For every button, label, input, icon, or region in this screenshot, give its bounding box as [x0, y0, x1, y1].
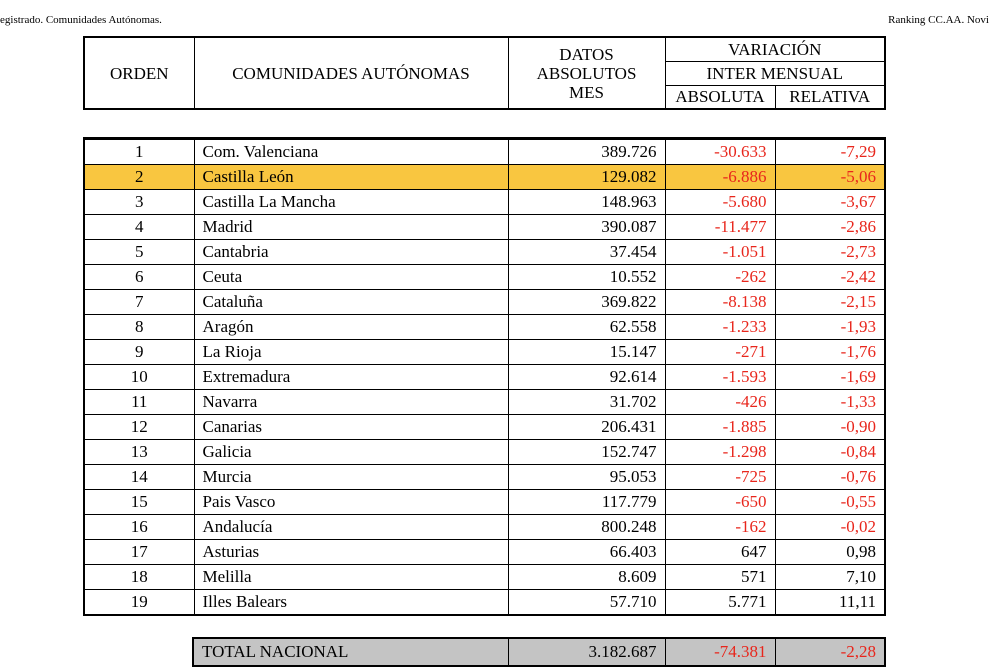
cell-orden: 14	[84, 465, 194, 490]
header-datos-line3: MES	[569, 82, 604, 102]
cell-comunidad: Cataluña	[194, 290, 508, 315]
cell-variacion-absoluta: -6.886	[665, 165, 775, 190]
cell-comunidad: Extremadura	[194, 365, 508, 390]
header-datos-line2: ABSOLUTOS	[536, 63, 637, 83]
cell-comunidad: Castilla León	[194, 165, 508, 190]
page-header-left: egistrado. Comunidades Autónomas.	[0, 14, 162, 26]
cell-orden: 5	[84, 240, 194, 265]
cell-variacion-relativa: -0,55	[775, 490, 885, 515]
table-row	[84, 365, 885, 390]
cell-comunidad: Madrid	[194, 215, 508, 240]
cell-datos: 152.747	[508, 440, 665, 465]
cell-datos: 37.454	[508, 240, 665, 265]
table-row	[84, 290, 885, 315]
table-row	[84, 415, 885, 440]
cell-comunidad: La Rioja	[194, 340, 508, 365]
cell-datos: 66.403	[508, 540, 665, 565]
cell-comunidad: Castilla La Mancha	[194, 190, 508, 215]
cell-variacion-absoluta: 571	[665, 565, 775, 590]
cell-variacion-absoluta: -30.633	[665, 139, 775, 165]
cell-variacion-relativa: 11,11	[775, 590, 885, 616]
table-row	[84, 515, 885, 540]
cell-variacion-relativa: -1,69	[775, 365, 885, 390]
table-header	[83, 36, 886, 110]
cell-variacion-relativa: -2,42	[775, 265, 885, 290]
cell-datos: 117.779	[508, 490, 665, 515]
cell-variacion-absoluta: 5.771	[665, 590, 775, 616]
cell-comunidad: Andalucía	[194, 515, 508, 540]
header-relativa: RELATIVA	[775, 85, 885, 109]
cell-datos: 800.248	[508, 515, 665, 540]
cell-orden: 4	[84, 215, 194, 240]
cell-variacion-relativa: -0,84	[775, 440, 885, 465]
cell-variacion-relativa: -7,29	[775, 139, 885, 165]
ranking-rows	[84, 139, 885, 616]
header-orden: ORDEN	[84, 37, 194, 109]
cell-datos: 62.558	[508, 315, 665, 340]
cell-variacion-relativa: -2,86	[775, 215, 885, 240]
cell-datos: 10.552	[508, 265, 665, 290]
cell-comunidad: Canarias	[194, 415, 508, 440]
cell-orden: 11	[84, 390, 194, 415]
table-row	[84, 240, 885, 265]
header-variacion: VARIACIÓN	[665, 37, 885, 61]
cell-variacion-relativa: -2,15	[775, 290, 885, 315]
cell-datos: 57.710	[508, 590, 665, 616]
cell-comunidad: Navarra	[194, 390, 508, 415]
cell-comunidad: Cantabria	[194, 240, 508, 265]
cell-variacion-absoluta: -426	[665, 390, 775, 415]
cell-orden: 8	[84, 315, 194, 340]
table-row	[84, 165, 885, 190]
table-row	[84, 340, 885, 365]
header-datos	[508, 37, 665, 109]
header-comunidades: COMUNIDADES AUTÓNOMAS	[194, 37, 508, 109]
cell-comunidad: Melilla	[194, 565, 508, 590]
cell-orden: 10	[84, 365, 194, 390]
cell-orden: 2	[84, 165, 194, 190]
cell-orden: 17	[84, 540, 194, 565]
table-row	[84, 390, 885, 415]
cell-variacion-relativa: -3,67	[775, 190, 885, 215]
total-label: TOTAL NACIONAL	[193, 638, 508, 666]
cell-variacion-absoluta: -262	[665, 265, 775, 290]
cell-variacion-absoluta: -1.233	[665, 315, 775, 340]
cell-variacion-absoluta: -1.051	[665, 240, 775, 265]
cell-datos: 206.431	[508, 415, 665, 440]
cell-variacion-relativa: -0,02	[775, 515, 885, 540]
table-row	[84, 490, 885, 515]
table-row	[84, 590, 885, 616]
header-inter-mensual: INTER MENSUAL	[665, 61, 885, 85]
cell-datos: 390.087	[508, 215, 665, 240]
cell-variacion-absoluta: -11.477	[665, 215, 775, 240]
cell-orden: 7	[84, 290, 194, 315]
cell-comunidad: Galicia	[194, 440, 508, 465]
table-row	[84, 565, 885, 590]
cell-datos: 92.614	[508, 365, 665, 390]
cell-datos: 129.082	[508, 165, 665, 190]
cell-comunidad: Ceuta	[194, 265, 508, 290]
cell-orden: 16	[84, 515, 194, 540]
cell-variacion-relativa: -5,06	[775, 165, 885, 190]
cell-variacion-absoluta: 647	[665, 540, 775, 565]
table-row	[84, 139, 885, 165]
cell-variacion-absoluta: -271	[665, 340, 775, 365]
cell-variacion-absoluta: -5.680	[665, 190, 775, 215]
cell-variacion-absoluta: -162	[665, 515, 775, 540]
cell-datos: 31.702	[508, 390, 665, 415]
cell-comunidad: Asturias	[194, 540, 508, 565]
ranking-table	[83, 137, 886, 616]
page-header-right: Ranking CC.AA. Novi	[888, 14, 989, 26]
cell-datos: 8.609	[508, 565, 665, 590]
header-datos-line1: DATOS	[559, 44, 614, 64]
cell-datos: 95.053	[508, 465, 665, 490]
table-row	[84, 540, 885, 565]
cell-orden: 3	[84, 190, 194, 215]
cell-comunidad: Illes Balears	[194, 590, 508, 616]
cell-variacion-relativa: -1,33	[775, 390, 885, 415]
table-row	[84, 440, 885, 465]
cell-variacion-relativa: -2,73	[775, 240, 885, 265]
cell-variacion-absoluta: -1.298	[665, 440, 775, 465]
cell-variacion-relativa: -1,93	[775, 315, 885, 340]
cell-datos: 148.963	[508, 190, 665, 215]
cell-orden: 9	[84, 340, 194, 365]
cell-variacion-absoluta: -1.593	[665, 365, 775, 390]
total-datos: 3.182.687	[508, 638, 665, 666]
table-row	[84, 315, 885, 340]
cell-orden: 6	[84, 265, 194, 290]
cell-variacion-relativa: 0,98	[775, 540, 885, 565]
cell-variacion-relativa: 7,10	[775, 565, 885, 590]
cell-variacion-absoluta: -725	[665, 465, 775, 490]
total-abs: -74.381	[665, 638, 775, 666]
cell-variacion-relativa: -0,76	[775, 465, 885, 490]
cell-orden: 1	[84, 139, 194, 165]
cell-variacion-absoluta: -8.138	[665, 290, 775, 315]
cell-orden: 13	[84, 440, 194, 465]
header-absoluta: ABSOLUTA	[665, 85, 775, 109]
cell-variacion-relativa: -1,76	[775, 340, 885, 365]
cell-comunidad: Pais Vasco	[194, 490, 508, 515]
cell-orden: 12	[84, 415, 194, 440]
table-row	[84, 465, 885, 490]
cell-comunidad: Aragón	[194, 315, 508, 340]
cell-variacion-absoluta: -1.885	[665, 415, 775, 440]
cell-comunidad: Murcia	[194, 465, 508, 490]
cell-datos: 389.726	[508, 139, 665, 165]
cell-orden: 18	[84, 565, 194, 590]
cell-variacion-absoluta: -650	[665, 490, 775, 515]
cell-orden: 15	[84, 490, 194, 515]
cell-datos: 15.147	[508, 340, 665, 365]
cell-variacion-relativa: -0,90	[775, 415, 885, 440]
cell-comunidad: Com. Valenciana	[194, 139, 508, 165]
cell-datos: 369.822	[508, 290, 665, 315]
cell-orden: 19	[84, 590, 194, 616]
table-row	[84, 265, 885, 290]
table-row	[84, 190, 885, 215]
table-row	[84, 215, 885, 240]
total-rel: -2,28	[775, 638, 885, 666]
